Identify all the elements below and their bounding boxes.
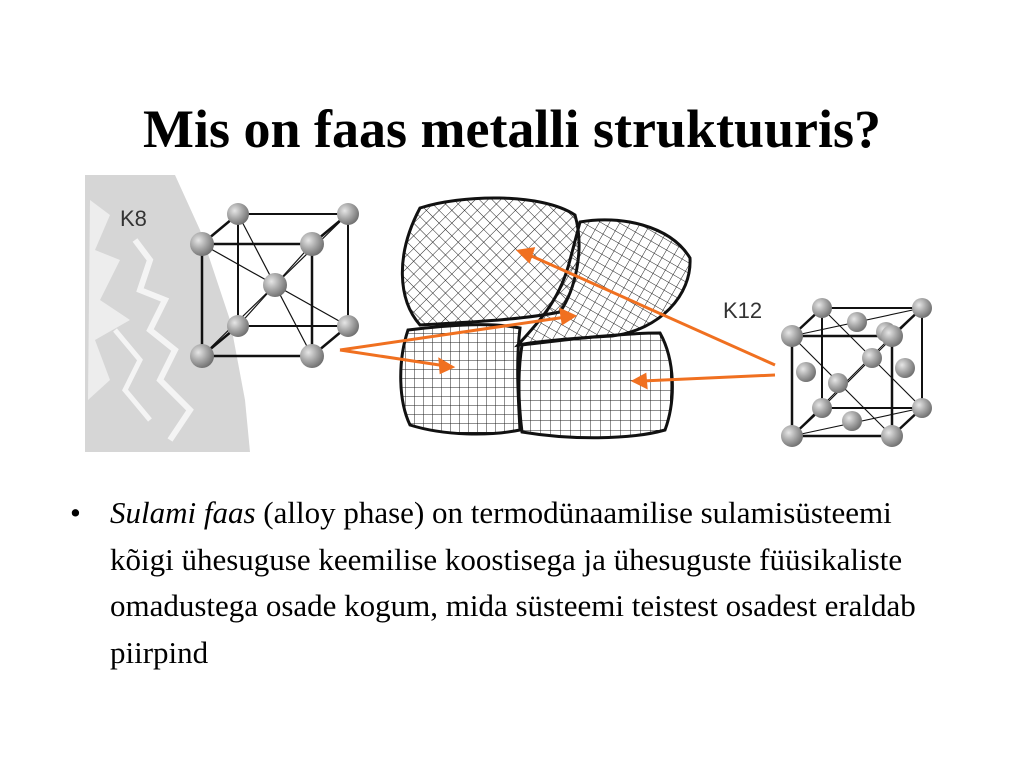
bullet-text <box>110 490 950 676</box>
grain-structure <box>401 198 690 438</box>
bullet-dot: • <box>70 495 81 530</box>
bullet-body: (alloy phase) on termodünaamilise sulamisüsteemi kõigi ühesuguse keemilise koostisega ja ühesuguste füüsikaliste omadustega osade kogum, mida süsteemi teistest osadest eraldab piirpind <box>110 495 916 670</box>
label-k12: K12 <box>723 298 763 323</box>
slide-title: Mis on faas metalli struktuuris? <box>142 99 882 159</box>
grain-bottom-right <box>519 333 672 438</box>
bullet-item <box>70 490 950 676</box>
label-k8: K8 <box>120 206 147 231</box>
bullet-term: Sulami faas <box>110 495 256 530</box>
micrograph-background <box>85 175 250 452</box>
grain-bottom-left <box>401 325 520 434</box>
